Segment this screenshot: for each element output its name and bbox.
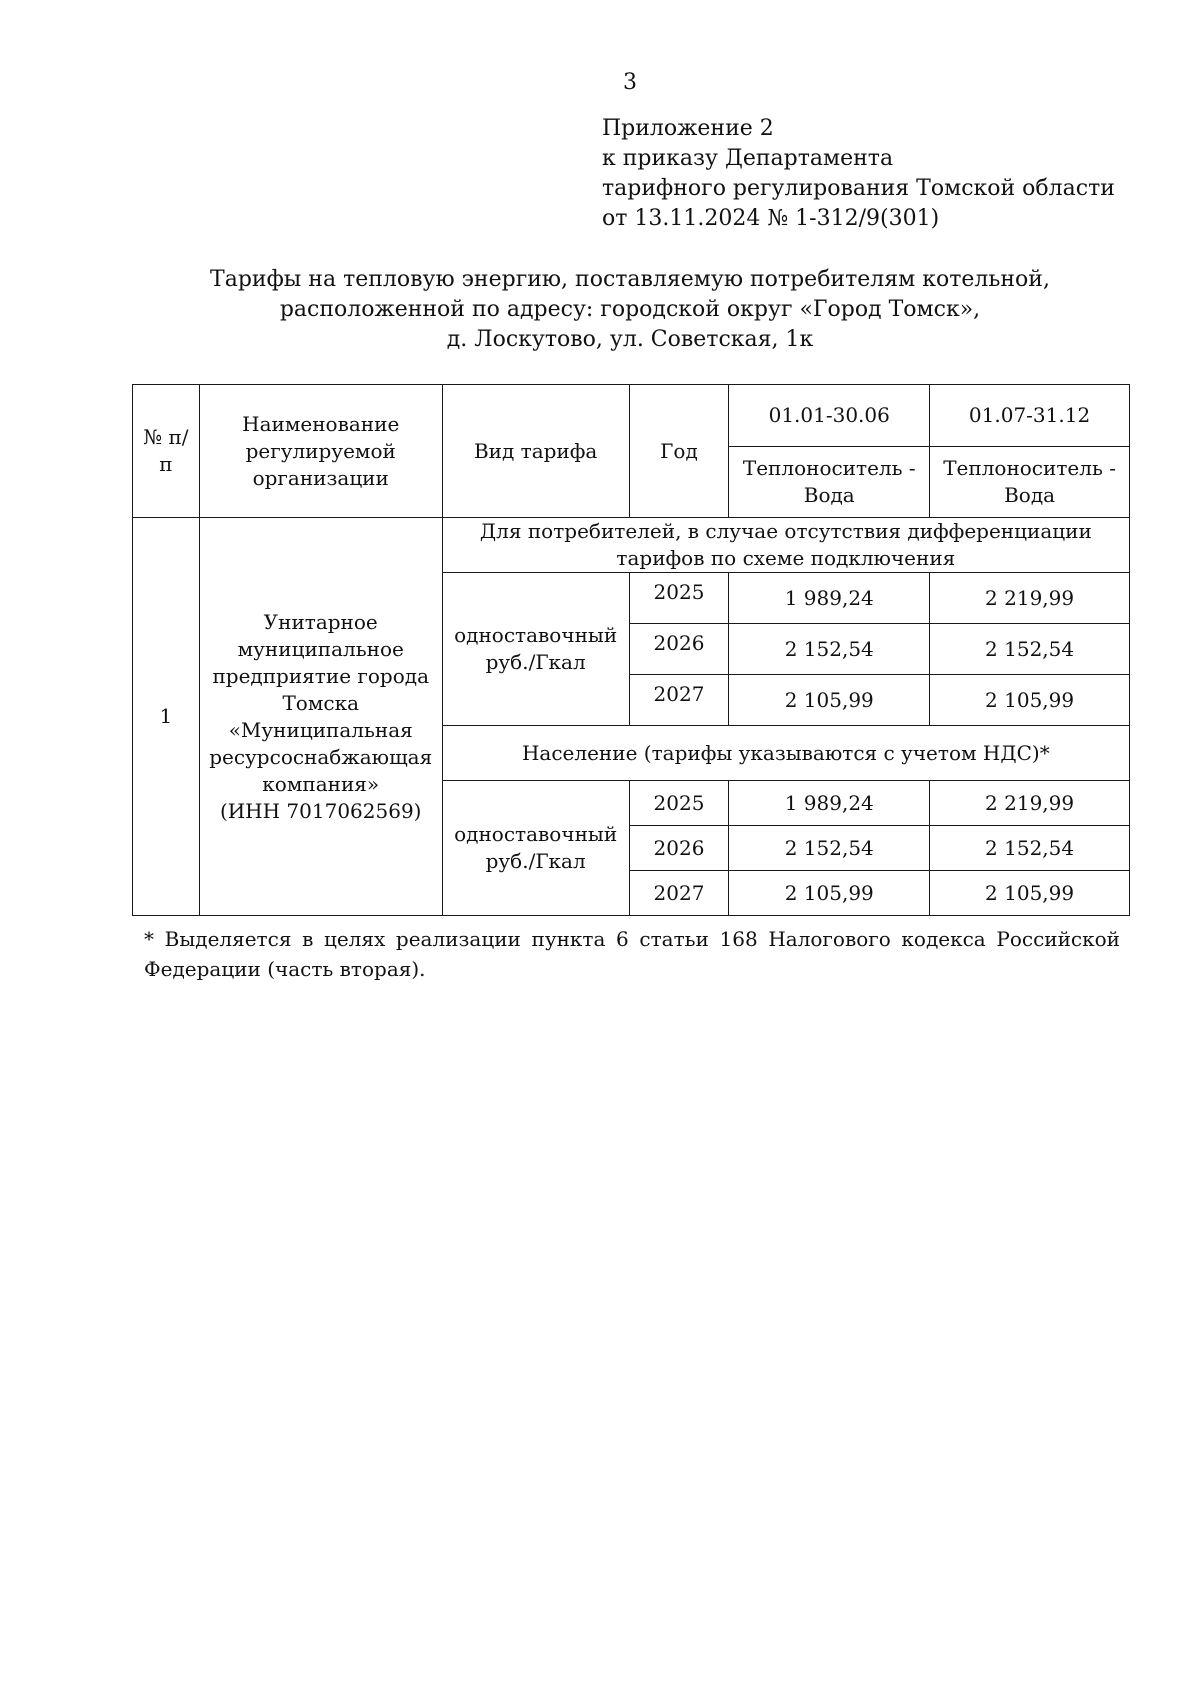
year-cell: 2026	[629, 624, 729, 675]
org-line: Унитарное	[263, 609, 378, 634]
org-line: (ИНН 7017062569)	[219, 798, 422, 823]
year-cell: 2025	[629, 781, 729, 826]
section-title: Население (тарифы указываются с учетом НДС)*	[442, 726, 1129, 781]
year-cell: 2027	[629, 675, 729, 726]
org-line: Томска	[282, 690, 359, 715]
value-cell: 2 152,54	[930, 826, 1130, 871]
document-title	[130, 265, 1130, 355]
title-line: расположенной по адресу: городской округ «Город Томск»,	[279, 297, 981, 322]
header-period-1: 01.01-30.06	[729, 385, 930, 447]
value-cell: 2 152,54	[729, 624, 930, 675]
appendix-header	[602, 114, 1115, 234]
header-number: № п/п	[133, 385, 200, 518]
org-line: компания»	[262, 771, 380, 796]
section-title: Для потребителей, в случае отсутствия дифференциации тарифов по схеме подключения	[442, 518, 1129, 573]
header-period-2: 01.07-31.12	[930, 385, 1130, 447]
footnote: * Выделяется в целях реализации пункта 6 статьи 168 Налогового кодекса Российской Федерации (часть вторая).	[144, 927, 1120, 981]
header-carrier-2: Теплоноситель - Вода	[930, 447, 1130, 518]
value-cell: 2 219,99	[930, 573, 1130, 624]
org-line: предприятие города	[212, 663, 429, 688]
appendix-line: тарифного регулирования Томской области	[602, 176, 1115, 201]
value-cell: 1 989,24	[729, 573, 930, 624]
value-cell: 2 105,99	[729, 675, 930, 726]
tariff-table	[132, 384, 1130, 916]
title-line: Тарифы на тепловую энергию, поставляемую потребителям котельной,	[210, 267, 1050, 292]
appendix-line: Приложение 2	[602, 116, 774, 141]
page-number: 3	[623, 70, 637, 95]
year-cell: 2026	[629, 826, 729, 871]
value-cell: 2 105,99	[930, 675, 1130, 726]
tariff-label: одноставочный руб./Гкал	[442, 573, 629, 726]
header-row	[133, 385, 1130, 447]
org-line: муниципальное	[237, 636, 404, 661]
org-line: ресурсоснабжающая	[209, 744, 433, 769]
org-line: «Муниципальная	[228, 717, 413, 742]
value-cell: 1 989,24	[729, 781, 930, 826]
title-line: д. Лоскутово, ул. Советская, 1к	[446, 327, 814, 352]
organization-name	[199, 518, 442, 916]
value-cell: 2 152,54	[930, 624, 1130, 675]
row-number: 1	[133, 518, 200, 916]
header-carrier-1: Теплоноситель - Вода	[729, 447, 930, 518]
appendix-line: от 13.11.2024 № 1-312/9(301)	[602, 206, 940, 231]
value-cell: 2 152,54	[729, 826, 930, 871]
value-cell: 2 105,99	[930, 871, 1130, 916]
header-organization: Наименование регулируемой организации	[199, 385, 442, 518]
year-cell: 2025	[629, 573, 729, 624]
value-cell: 2 219,99	[930, 781, 1130, 826]
header-year: Год	[629, 385, 729, 518]
header-tariff-type: Вид тарифа	[442, 385, 629, 518]
value-cell: 2 105,99	[729, 871, 930, 916]
tariff-label: одноставочный руб./Гкал	[442, 781, 629, 916]
year-cell: 2027	[629, 871, 729, 916]
section-row	[133, 518, 1130, 573]
appendix-line: к приказу Департамента	[602, 146, 894, 171]
